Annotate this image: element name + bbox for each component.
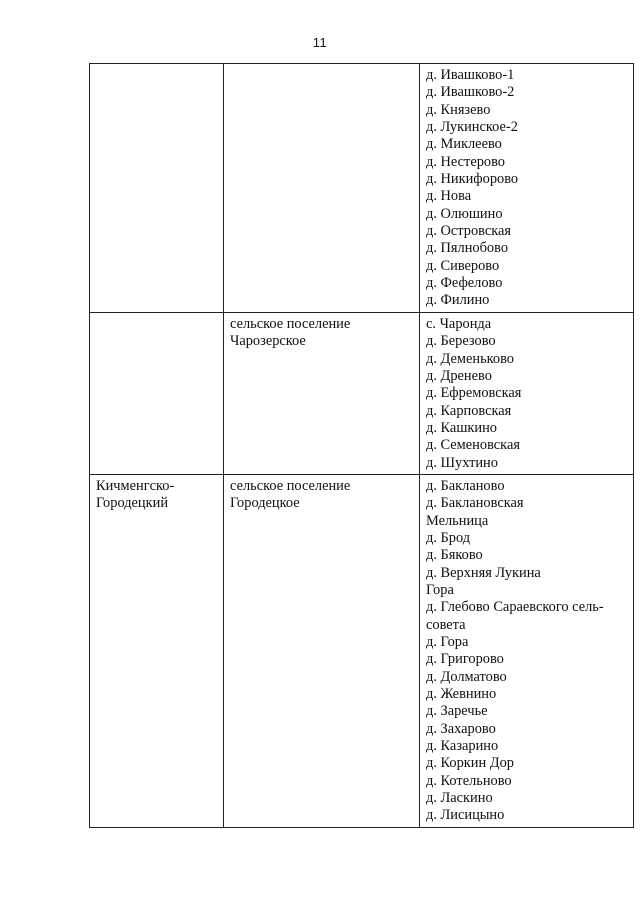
locality-item: д. Шухтино: [426, 454, 498, 471]
table-row: [90, 64, 634, 313]
locality-item: д. Нова: [426, 188, 472, 205]
locality-item: д. Карповская: [426, 402, 512, 419]
localities-list: [426, 67, 627, 310]
locality-item: д. Жевнино: [426, 686, 497, 703]
locality-item: д. Бакланово: [426, 477, 505, 494]
settlement-name: сельское поселение Городецкое: [230, 477, 351, 512]
locality-item: д. Дренево: [426, 367, 492, 384]
locality-item: д. Кашкино: [426, 419, 497, 436]
district-name: Кичменгско-Городецкий: [96, 477, 175, 512]
locality-item: д. Филино: [426, 292, 490, 309]
settlement-cell: [224, 474, 420, 827]
locality-item: с. Чаронда: [426, 315, 492, 332]
locality-item: д. Григорово: [426, 651, 504, 668]
locality-item: совета: [426, 616, 466, 633]
locality-item: д. Гора: [426, 634, 469, 650]
locality-item: д. Ивашково-2: [426, 84, 515, 101]
locality-item: д. Ласкино: [426, 790, 493, 807]
settlements-table: [89, 63, 634, 828]
localities-cell: [420, 312, 634, 474]
district-cell: [90, 312, 224, 474]
locality-item: д. Ефремовская: [426, 385, 522, 402]
locality-item: д. Глебово Сараевского сель-: [426, 599, 604, 616]
settlement-cell: [224, 312, 420, 474]
locality-item: д. Лисицыно: [426, 807, 505, 824]
locality-item: д. Князево: [426, 101, 491, 118]
locality-item: д. Фефелово: [426, 275, 503, 292]
locality-item: д. Захарово: [426, 720, 496, 737]
localities-cell: [420, 64, 634, 313]
localities-list: [426, 316, 627, 472]
locality-item: Мельница: [426, 512, 489, 529]
localities-cell: [420, 474, 634, 827]
locality-item: д. Семеновская: [426, 437, 520, 454]
locality-item: д. Островская: [426, 223, 512, 240]
locality-item: д. Олюшино: [426, 205, 503, 222]
table-row: [90, 474, 634, 827]
locality-item: д. Верхняя Лукина: [426, 564, 541, 581]
locality-item: Гора: [426, 581, 454, 598]
locality-item: д. Долматово: [426, 668, 507, 685]
locality-item: д. Деменьково: [426, 350, 515, 367]
locality-item: д. Пялнобово: [426, 240, 509, 257]
locality-item: д. Никифорово: [426, 171, 519, 188]
locality-item: д. Ивашково-1: [426, 67, 515, 83]
locality-item: д. Миклеево: [426, 136, 502, 153]
settlement-cell: [224, 64, 420, 313]
locality-item: д. Брод: [426, 529, 471, 546]
table-row: [90, 312, 634, 474]
page-number: 11: [312, 35, 328, 50]
locality-item: д. Нестерово: [426, 153, 506, 170]
localities-list: [426, 478, 627, 825]
district-cell: [90, 474, 224, 827]
settlement-name: сельское поселение Чарозерское: [230, 315, 351, 350]
district-cell: [90, 64, 224, 313]
locality-item: д. Баклановская: [426, 495, 524, 512]
locality-item: д. Сиверово: [426, 257, 500, 274]
locality-item: д. Котельново: [426, 772, 512, 789]
locality-item: д. Бяково: [426, 547, 483, 564]
locality-item: д. Березово: [426, 333, 496, 350]
locality-item: д. Заречье: [426, 703, 488, 720]
locality-item: д. Лукинское-2: [426, 119, 518, 136]
locality-item: д. Казарино: [426, 738, 499, 755]
locality-item: д. Коркин Дор: [426, 755, 514, 772]
